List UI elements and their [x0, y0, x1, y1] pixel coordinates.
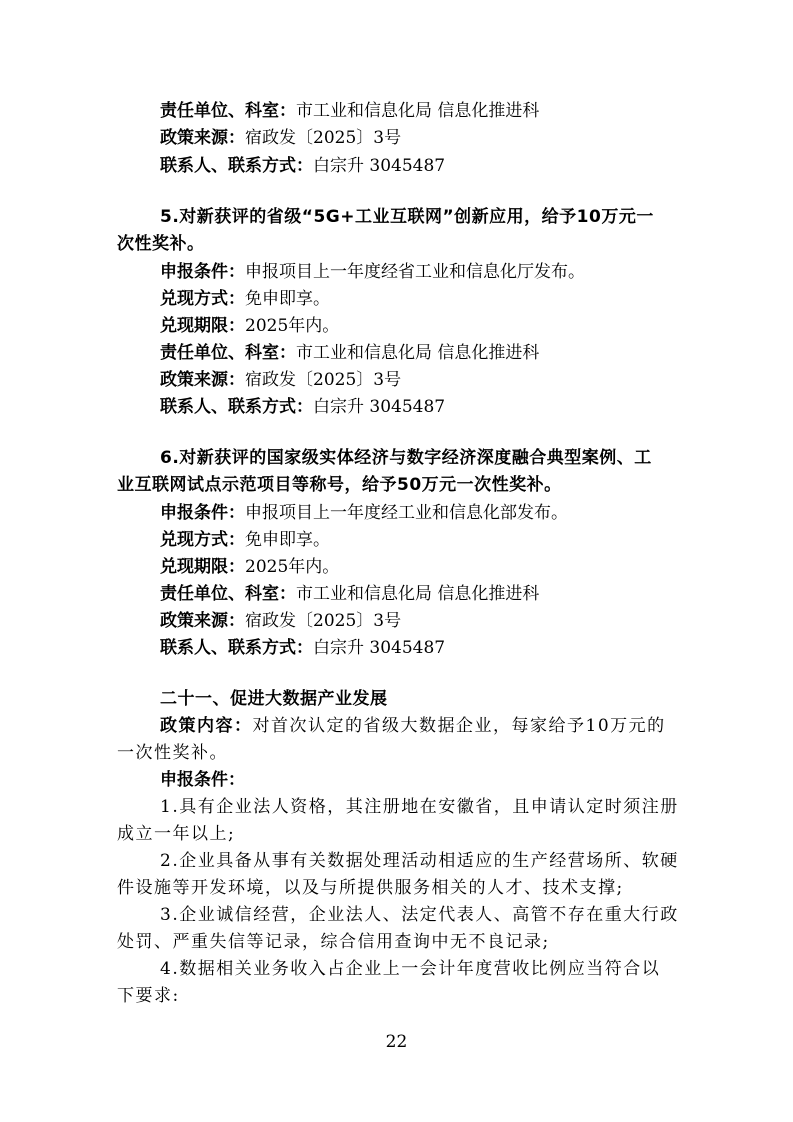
condition-3-cont: 处罚、严重失信等记录，综合信用查询中无不良记录;	[117, 932, 550, 952]
item5-title: 5.对新获评的省级“5G+工业互联网”创新应用，给予10万元一	[160, 207, 654, 227]
condition-2: 2.企业具备从事有关数据处理活动相适应的生产经营场所、软硬	[160, 851, 679, 871]
condition-3: 3.企业诚信经营，企业法人、法定代表人、高管不存在重大行政	[160, 905, 679, 925]
responsible-unit-value: 市工业和信息化局 信息化推进科	[296, 584, 540, 604]
item6-unit-line	[160, 581, 539, 607]
policy-source-label: 政策来源：	[160, 611, 245, 631]
condition-value: 申报项目上一年度经工业和信息化部发布。	[245, 503, 568, 523]
condition-1: 1.具有企业法人资格，其注册地在安徽省，且申请认定时须注册	[160, 797, 679, 817]
condition-value: 申报项目上一年度经省工业和信息化厅发布。	[245, 262, 585, 282]
condition-1-cont: 成立一年以上;	[117, 824, 236, 844]
contact-value: 白宗升 3045487	[313, 156, 446, 176]
policy-source-label: 政策来源：	[160, 370, 245, 390]
policy-content-label: 政策内容：	[160, 716, 253, 736]
item5-contact-line	[160, 394, 445, 420]
responsible-unit-label: 责任单位、科室：	[160, 343, 296, 363]
policy-source-value: 宿政发〔2025〕3号	[245, 128, 402, 148]
contact-label: 联系人、联系方式：	[160, 638, 313, 658]
policy-content-cont: 一次性奖补。	[117, 743, 228, 763]
condition-label: 申报条件：	[160, 262, 245, 282]
policy-source-value: 宿政发〔2025〕3号	[245, 611, 402, 631]
item6-title-cont: 业互联网试点示范项目等称号，给予50万元一次性奖补。	[117, 475, 562, 495]
item6-policy-line	[160, 608, 401, 634]
policy-source-line	[160, 125, 401, 151]
method-label: 兑现方式：	[160, 289, 245, 309]
item5-unit-line	[160, 340, 539, 366]
policy-content-line	[160, 713, 666, 739]
responsible-unit-value: 市工业和信息化局 信息化推进科	[296, 101, 540, 121]
item5-title-cont: 次性奖补。	[117, 234, 205, 254]
responsible-unit-label: 责任单位、科室：	[160, 584, 296, 604]
conditions-heading: 申报条件：	[160, 770, 245, 790]
policy-source-label: 政策来源：	[160, 128, 245, 148]
period-label: 兑现期限：	[160, 316, 245, 336]
condition-4-cont: 下要求:	[117, 986, 180, 1006]
item5-period-line	[160, 313, 339, 339]
period-value: 2025年内。	[245, 316, 340, 336]
item5-policy-line	[160, 367, 401, 393]
policy-content-text: 对首次认定的省级大数据企业，每家给予10万元的	[252, 716, 666, 736]
item5-condition-line	[160, 259, 585, 285]
item5-method-line	[160, 286, 330, 312]
method-value: 免申即享。	[245, 289, 330, 309]
item6-contact-line	[160, 635, 445, 661]
contact-value: 白宗升 3045487	[313, 397, 446, 417]
responsible-unit-value: 市工业和信息化局 信息化推进科	[296, 343, 540, 363]
item6-condition-line	[160, 500, 568, 526]
contact-label: 联系人、联系方式：	[160, 156, 313, 176]
method-value: 免申即享。	[245, 530, 330, 550]
policy-source-value: 宿政发〔2025〕3号	[245, 370, 402, 390]
responsible-unit-line	[160, 98, 539, 124]
responsible-unit-label: 责任单位、科室：	[160, 101, 296, 121]
method-label: 兑现方式：	[160, 530, 245, 550]
item6-period-line	[160, 554, 339, 580]
condition-4: 4.数据相关业务收入占企业上一会计年度营收比例应当符合以	[160, 959, 661, 979]
section-heading: 二十一、促进大数据产业发展	[160, 689, 388, 709]
item6-title: 6.对新获评的国家级实体经济与数字经济深度融合典型案例、工	[160, 448, 652, 468]
condition-label: 申报条件：	[160, 503, 245, 523]
contact-label: 联系人、联系方式：	[160, 397, 313, 417]
contact-line	[160, 153, 445, 179]
item6-method-line	[160, 527, 330, 553]
page-number: 22	[385, 1032, 408, 1052]
contact-value: 白宗升 3045487	[313, 638, 446, 658]
condition-2-cont: 件设施等开发环境，以及与所提供服务相关的人才、技术支撑;	[117, 878, 624, 898]
period-value: 2025年内。	[245, 557, 340, 577]
period-label: 兑现期限：	[160, 557, 245, 577]
